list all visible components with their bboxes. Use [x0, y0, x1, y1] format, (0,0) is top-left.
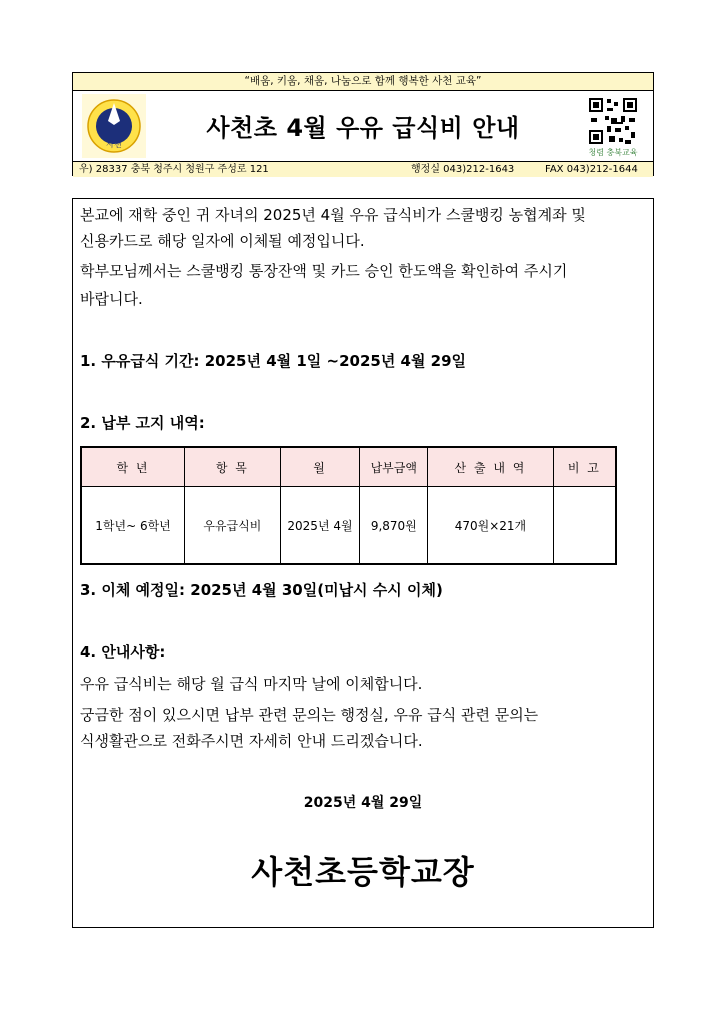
school-address: 우) 28337 충북 청주시 청원구 주성로 121 [79, 164, 269, 175]
col-remarks: 비 고 [553, 447, 616, 487]
intro-line-3: 학부모님께서는 스쿨뱅킹 통장잔액 및 카드 승인 한도액을 확인하여 주시기 [80, 262, 568, 280]
col-amount: 납부금액 [360, 447, 428, 487]
notice-line-3: 식생활관으로 전화주시면 자세히 안내 드리겠습니다. [80, 732, 423, 750]
table-row [81, 487, 616, 565]
cell-amount: 9,870원 [360, 487, 428, 565]
school-motto: “배움, 키움, 채움, 나눔으로 함께 행복한 사천 교육” [73, 73, 653, 91]
school-logo-text: 사천 [106, 140, 122, 149]
col-grade: 학 년 [81, 447, 185, 487]
section-notice: 4. 안내사항: [80, 643, 166, 661]
payment-table [80, 446, 617, 565]
col-calculation: 산 출 내 역 [428, 447, 554, 487]
letterhead [72, 72, 654, 176]
notice-body [72, 198, 654, 928]
qr-code-icon[interactable] [587, 96, 639, 146]
section-transfer-date: 3. 이체 예정일: 2025년 4월 30일(미납시 수시 이체) [80, 581, 443, 599]
notice-line-1: 우유 급식비는 해당 월 급식 마지막 날에 이체합니다. [80, 675, 423, 693]
cell-month: 2025년 4월 [280, 487, 360, 565]
intro-line-4: 바랍니다. [80, 290, 143, 308]
section-milk-period: 1. 우유급식 기간: 2025년 4월 1일 ~2025년 4월 29일 [80, 352, 467, 370]
intro-line-2: 신용카드로 해당 일자에 이체될 예정입니다. [80, 232, 365, 250]
cell-remarks [553, 487, 616, 565]
letterhead-main [73, 91, 653, 162]
issue-date: 2025년 4월 29일 [303, 795, 423, 811]
cell-calculation: 470원×21개 [428, 487, 554, 565]
intro-line-1: 본교에 재학 중인 귀 자녀의 2025년 4월 우유 급식비가 스쿨뱅킹 농협계좌 및 [80, 206, 586, 224]
section-payment-details: 2. 납부 고지 내역: [80, 414, 205, 432]
integrity-caption: 청렴 충북교육 [588, 148, 638, 157]
notice-line-2: 궁금한 점이 있으시면 납부 관련 문의는 행정실, 우유 급식 관련 문의는 [80, 706, 539, 724]
cell-grade: 1학년~ 6학년 [81, 487, 185, 565]
contact-bar [73, 162, 653, 177]
col-item: 항 목 [185, 447, 281, 487]
office-phone: 행정실 043)212-1643 [411, 164, 515, 175]
document-title: 사천초 4월 우유 급식비 안내 [206, 114, 520, 142]
cell-item: 우유급식비 [185, 487, 281, 565]
table-header-row [81, 447, 616, 487]
principal-signature: 사천초등학교장 [251, 853, 475, 891]
col-month: 월 [280, 447, 360, 487]
office-fax: FAX 043)212-1644 [545, 164, 638, 175]
